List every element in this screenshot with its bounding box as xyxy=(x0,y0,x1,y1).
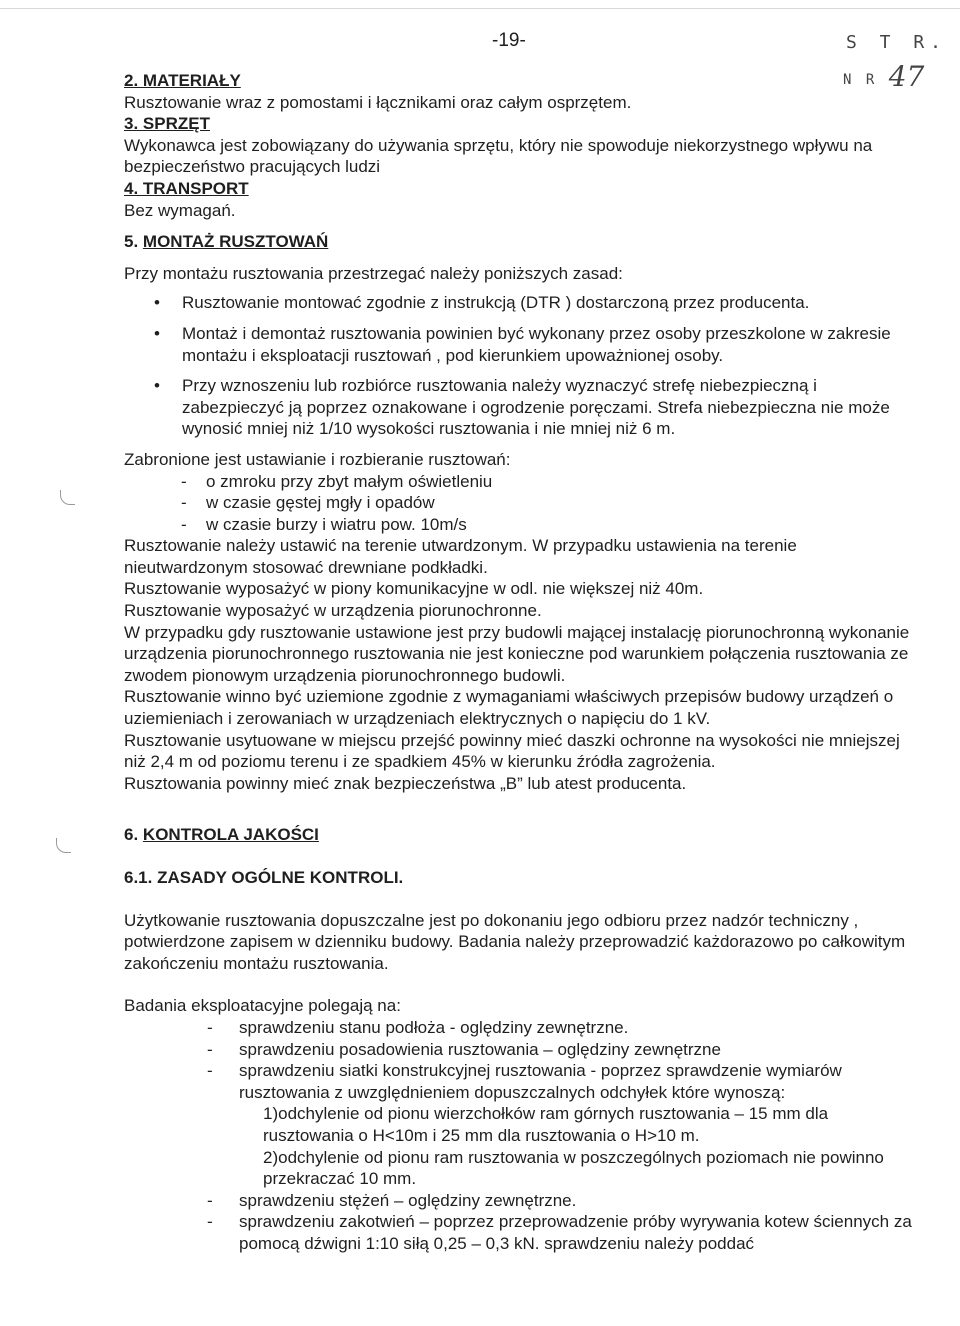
top-edge-line xyxy=(0,8,960,9)
list-item: - sprawdzeniu stężeń – oględziny zewnętrzne. xyxy=(124,1190,914,1212)
section-text-materials: Rusztowanie wraz z pomostami i łącznikami oraz całym osprzętem. xyxy=(124,92,632,112)
quality-checks-intro: Badania eksploatacyjne polegają na: xyxy=(124,996,401,1016)
assembly-paragraph: Rusztowanie należy ustawić na terenie utwardzonym. W przypadku ustawienia na terenie nieutwardzonym stosować drewniane podkładki. xyxy=(124,536,797,577)
subsection-heading-general-rules: 6.1. ZASADY OGÓLNE KONTROLI. xyxy=(124,868,404,887)
list-item: • Montaż i demontaż rusztowania powinien być wykonany przez osoby przeszkolone w zakresie montażu i eksploatacji rusztowań , pod kierunkiem upoważnionej osoby. xyxy=(124,323,914,366)
margin-mark xyxy=(60,490,75,505)
section-heading-assembly: 5. MONTAŻ RUSZTOWAŃ xyxy=(124,232,329,252)
document-body xyxy=(124,70,914,1255)
prohibited-list xyxy=(124,471,914,536)
page-number: -19- xyxy=(492,30,526,51)
assembly-paragraph: Rusztowania powinny mieć znak bezpieczeństwa „B” lub atest producenta. xyxy=(124,773,687,793)
list-item: - w czasie burzy i wiatru pow. 10m/s xyxy=(124,514,914,536)
section-heading-equipment: 3. SPRZĘT xyxy=(124,114,210,134)
section-heading-transport: 4. TRANSPORT xyxy=(124,178,249,198)
margin-mark xyxy=(56,838,71,853)
quality-paragraph: Użytkowanie rusztowania dopuszczalne jest po dokonaniu jego odbioru przez nadzór techniczny , potwierdzone zapisem w dzienniku budowy. Badania należy przeprowadzić każdorazowo po całkowitym zakończeniu montażu rusztowania. xyxy=(124,910,906,973)
list-item: - sprawdzeniu stanu podłoża - oględziny zewnętrzne. xyxy=(124,1017,914,1039)
handwritten-page-number: 47 xyxy=(888,60,925,93)
list-item: - o zmroku przy zbyt małym oświetleniu xyxy=(124,471,914,493)
assembly-paragraph: Rusztowanie winno być uziemione zgodnie z wymaganiami właściwych przepisów budowy urządzeń o uziemieniach i zerowaniach w urządzeniach elektrycznych o napięciu do 1 kV. xyxy=(124,687,894,729)
section-heading-materials: 2. MATERIAŁY xyxy=(124,71,241,90)
list-item: • Rusztowanie montować zgodnie z instrukcją (DTR ) dostarczoną przez producenta. xyxy=(124,292,914,314)
prohibited-intro: Zabronione jest ustawianie i rozbieranie rusztowań: xyxy=(124,449,511,469)
list-item: - w czasie gęstej mgły i opadów xyxy=(124,492,914,514)
deviation-item: 2)odchylenie od pionu ram rusztowania w poszczególnych poziomach nie powinno przekraczać 10 mm. xyxy=(263,1147,884,1189)
assembly-rules-list xyxy=(124,292,914,440)
assembly-paragraph: W przypadku gdy rusztowanie ustawione jest przy budowli mającej instalację piorunochronną wykonanie urządzenia piorunochronnego rusztowania nie jest konieczne pod warunkiem połączenia rusztowania ze zwodem pionowym urządzenia piorunochronnego budowli. xyxy=(124,622,910,685)
list-item: - sprawdzeniu posadowienia rusztowania – oględziny zewnętrzne xyxy=(124,1039,914,1061)
assembly-paragraph: Rusztowanie wyposażyć w urządzenia piorunochronne. xyxy=(124,601,542,621)
section-text-transport: Bez wymagań. xyxy=(124,200,236,220)
page-stamp-prefix: N R xyxy=(843,72,878,88)
checks-list xyxy=(124,1017,914,1255)
assembly-paragraph: Rusztowanie wyposażyć w piony komunikacyjne w odl. nie większej niż 40m. xyxy=(124,579,704,599)
list-item: • Przy wznoszeniu lub rozbiórce rusztowania należy wyznaczyć strefę niebezpieczną i zabezpieczyć ją poprzez oznakowane i ogrodzenie poręczami. Strefa niebezpieczna nie może wynosić mniej niż 1/10 wysokości rusztowania i nie mniej niż 6 m. xyxy=(124,375,914,440)
assembly-paragraph: Rusztowanie usytuowane w miejscu przejść powinny mieć daszki ochronne na wysokości nie mniejszej niż 2,4 m od poziomu terenu i ze spadkiem 45% w kierunku źródła zagrożenia. xyxy=(124,730,900,772)
list-item: - sprawdzeniu zakotwień – poprzez przeprowadzenie próby wyrywania kotew ściennych za pomocą dźwigni 1:10 siłą 0,25 – 0,3 kN. sprawdzeniu należy poddać xyxy=(124,1211,914,1254)
deviation-item: 1)odchylenie od pionu wierzchołków ram górnych rusztowania – 15 mm dla rusztowania o H<10m i 25 mm dla rusztowania o H>10 m. xyxy=(263,1104,829,1145)
section-text-equipment: Wykonawca jest zobowiązany do używania sprzętu, który nie spowoduje niekorzystnego wpływu na bezpieczeństwo pracujących ludzi xyxy=(124,135,873,177)
assembly-intro: Przy montażu rusztowania przestrzegać należy poniższych zasad: xyxy=(124,263,623,283)
section-heading-quality-control: 6. KONTROLA JAKOŚCI xyxy=(124,825,319,845)
page-stamp-label: S T R. xyxy=(846,32,948,53)
list-item: - sprawdzeniu siatki konstrukcyjnej rusztowania - poprzez sprawdzenie wymiarów rusztowania z uwzględnieniem dopuszczalnych odchyłek które wynoszą: 1)odchylenie od pionu wierzchołków ram górnych rusztowania – 15 mm dla rusztowania o H<10m i 25 mm dla rusztowania o H>10 m. 2)odchylenie od pionu ram rusztowania w poszczególnych poziomach nie powinno przekraczać 10 mm. xyxy=(124,1060,914,1190)
